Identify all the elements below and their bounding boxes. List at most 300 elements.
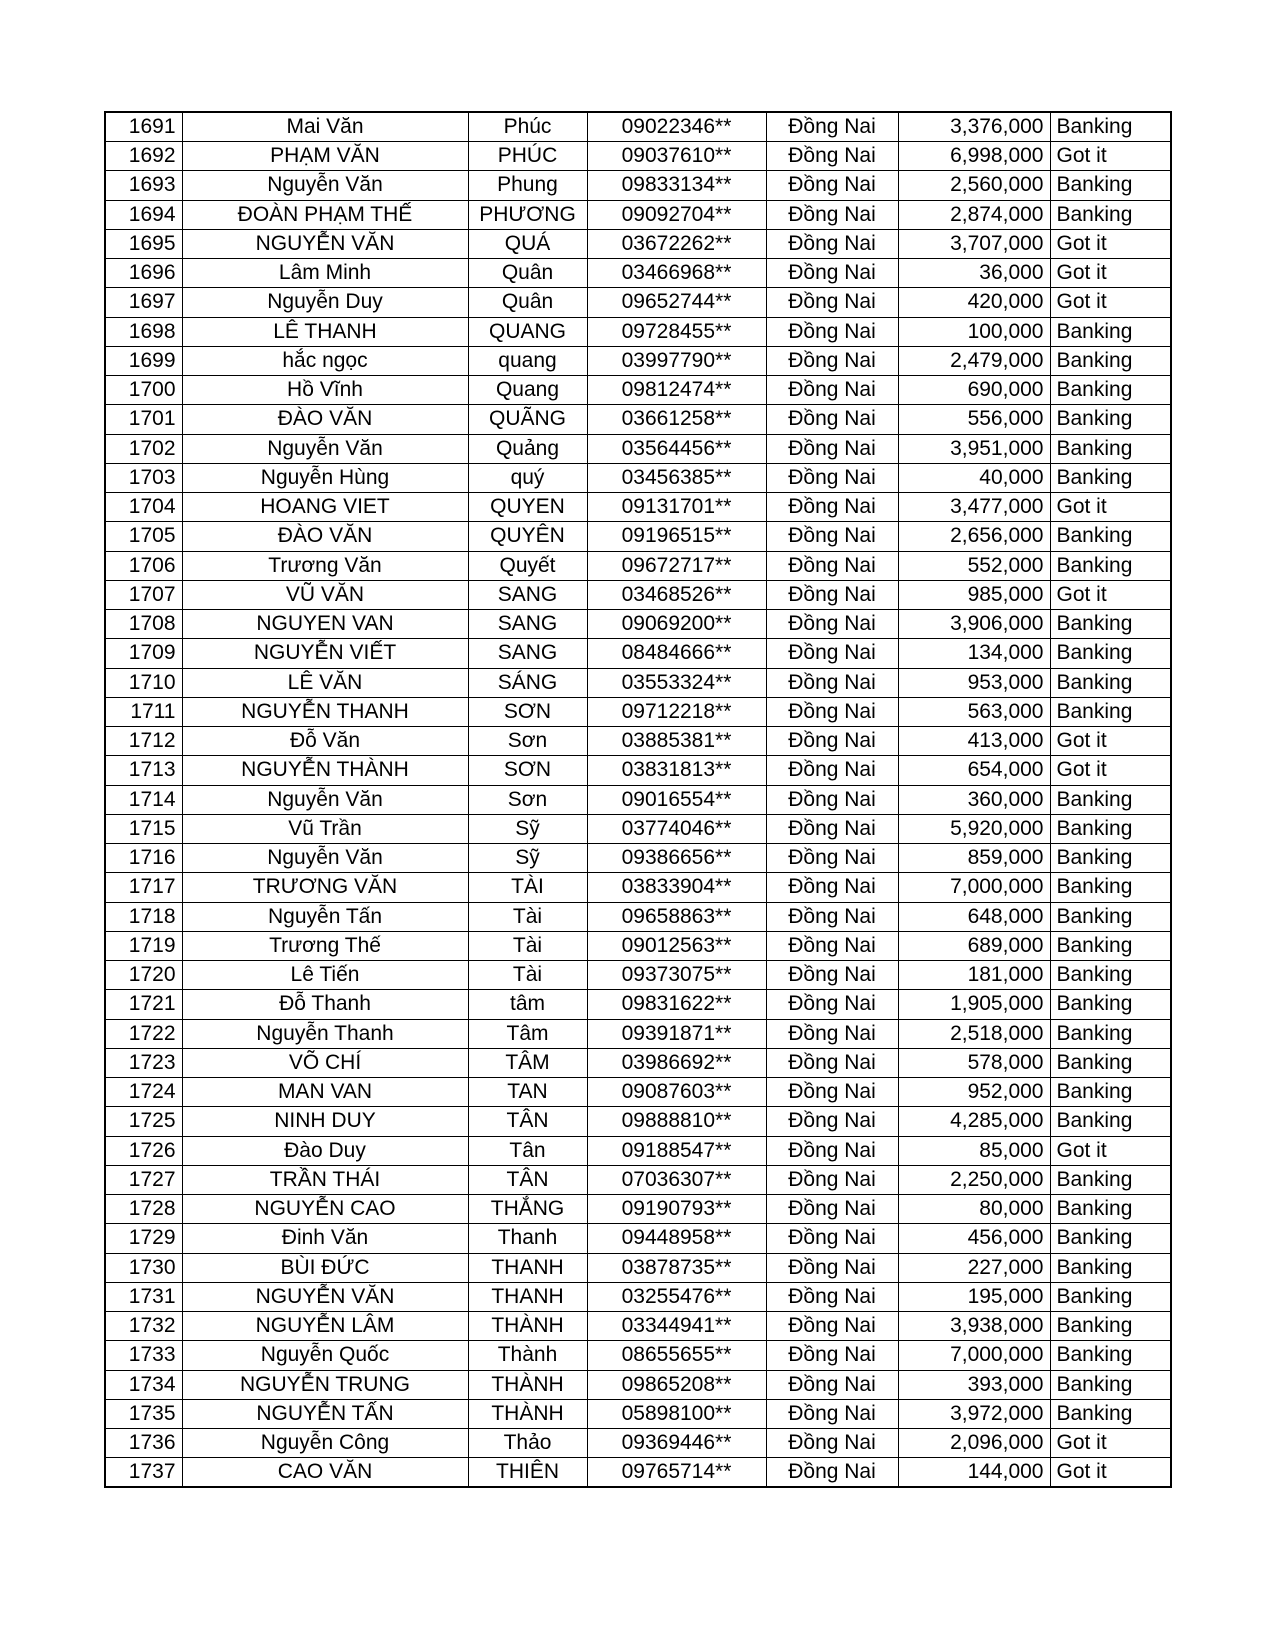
last-name-cell: Hồ Vĩnh (182, 376, 468, 405)
payment-method-cell: Banking (1050, 171, 1171, 200)
table-row (105, 873, 1171, 902)
row-number-cell: 1737 (105, 1458, 182, 1488)
phone-cell: 09196515** (587, 522, 766, 551)
payment-method-cell: Banking (1050, 346, 1171, 375)
first-name-cell: TÂN (468, 1165, 587, 1194)
row-number-cell: 1700 (105, 376, 182, 405)
row-number-cell: 1708 (105, 610, 182, 639)
table-row (105, 200, 1171, 229)
amount-cell: 3,906,000 (898, 610, 1050, 639)
amount-cell: 2,479,000 (898, 346, 1050, 375)
row-number-cell: 1703 (105, 463, 182, 492)
last-name-cell: Nguyễn Văn (182, 844, 468, 873)
payment-method-cell: Banking (1050, 844, 1171, 873)
first-name-cell: tâm (468, 990, 587, 1019)
payment-method-cell: Got it (1050, 229, 1171, 258)
amount-cell: 181,000 (898, 961, 1050, 990)
first-name-cell: Sỹ (468, 814, 587, 843)
last-name-cell: CAO VĂN (182, 1458, 468, 1488)
first-name-cell: Phúc (468, 112, 587, 142)
table-row (105, 1136, 1171, 1165)
payment-method-cell: Banking (1050, 931, 1171, 960)
payment-method-cell: Banking (1050, 1224, 1171, 1253)
phone-cell: 09092704** (587, 200, 766, 229)
province-cell: Đồng Nai (766, 142, 898, 171)
table-row (105, 1165, 1171, 1194)
phone-cell: 09373075** (587, 961, 766, 990)
phone-cell: 08484666** (587, 639, 766, 668)
province-cell: Đồng Nai (766, 493, 898, 522)
table-row (105, 551, 1171, 580)
table-row (105, 1282, 1171, 1311)
last-name-cell: Nguyễn Văn (182, 785, 468, 814)
last-name-cell: Trương Văn (182, 551, 468, 580)
amount-cell: 859,000 (898, 844, 1050, 873)
first-name-cell: QUYEN (468, 493, 587, 522)
phone-cell: 05898100** (587, 1399, 766, 1428)
table-row (105, 668, 1171, 697)
table-row (105, 1341, 1171, 1370)
amount-cell: 552,000 (898, 551, 1050, 580)
row-number-cell: 1712 (105, 727, 182, 756)
amount-cell: 85,000 (898, 1136, 1050, 1165)
phone-cell: 09131701** (587, 493, 766, 522)
payment-method-cell: Got it (1050, 756, 1171, 785)
payment-method-cell: Banking (1050, 961, 1171, 990)
payment-method-cell: Banking (1050, 200, 1171, 229)
row-number-cell: 1731 (105, 1282, 182, 1311)
row-number-cell: 1736 (105, 1429, 182, 1458)
province-cell: Đồng Nai (766, 1458, 898, 1488)
province-cell: Đồng Nai (766, 112, 898, 142)
first-name-cell: Quân (468, 259, 587, 288)
phone-cell: 09728455** (587, 317, 766, 346)
first-name-cell: Sỹ (468, 844, 587, 873)
phone-cell: 03831813** (587, 756, 766, 785)
phone-cell: 09369446** (587, 1429, 766, 1458)
first-name-cell: QUANG (468, 317, 587, 346)
phone-cell: 09658863** (587, 902, 766, 931)
payment-method-cell: Banking (1050, 814, 1171, 843)
row-number-cell: 1709 (105, 639, 182, 668)
last-name-cell: NGUYỄN THÀNH (182, 756, 468, 785)
table-row (105, 814, 1171, 843)
province-cell: Đồng Nai (766, 1399, 898, 1428)
last-name-cell: Nguyễn Thanh (182, 1019, 468, 1048)
last-name-cell: Nguyễn Quốc (182, 1341, 468, 1370)
amount-cell: 3,376,000 (898, 112, 1050, 142)
first-name-cell: TÂM (468, 1048, 587, 1077)
first-name-cell: QUÁ (468, 229, 587, 258)
payment-method-cell: Banking (1050, 1370, 1171, 1399)
amount-cell: 195,000 (898, 1282, 1050, 1311)
table-row (105, 844, 1171, 873)
first-name-cell: SANG (468, 580, 587, 609)
phone-cell: 09022346** (587, 112, 766, 142)
province-cell: Đồng Nai (766, 200, 898, 229)
amount-cell: 654,000 (898, 756, 1050, 785)
row-number-cell: 1721 (105, 990, 182, 1019)
row-number-cell: 1706 (105, 551, 182, 580)
last-name-cell: Vũ Trần (182, 814, 468, 843)
amount-cell: 3,477,000 (898, 493, 1050, 522)
payment-method-cell: Banking (1050, 1282, 1171, 1311)
province-cell: Đồng Nai (766, 463, 898, 492)
province-cell: Đồng Nai (766, 668, 898, 697)
first-name-cell: QUYÊN (468, 522, 587, 551)
first-name-cell: Sơn (468, 727, 587, 756)
table-row (105, 1370, 1171, 1399)
payment-method-cell: Banking (1050, 376, 1171, 405)
first-name-cell: THẮNG (468, 1195, 587, 1224)
first-name-cell: Tân (468, 1136, 587, 1165)
amount-cell: 952,000 (898, 1078, 1050, 1107)
province-cell: Đồng Nai (766, 1165, 898, 1194)
last-name-cell: NGUYỄN CAO (182, 1195, 468, 1224)
row-number-cell: 1696 (105, 259, 182, 288)
last-name-cell: LÊ THANH (182, 317, 468, 346)
data-table (104, 111, 1172, 1488)
row-number-cell: 1710 (105, 668, 182, 697)
phone-cell: 09069200** (587, 610, 766, 639)
amount-cell: 420,000 (898, 288, 1050, 317)
first-name-cell: QUÃNG (468, 405, 587, 434)
table-row (105, 697, 1171, 726)
first-name-cell: THÀNH (468, 1399, 587, 1428)
table-row (105, 317, 1171, 346)
phone-cell: 09712218** (587, 697, 766, 726)
last-name-cell: TRƯƠNG VĂN (182, 873, 468, 902)
province-cell: Đồng Nai (766, 639, 898, 668)
last-name-cell: HOANG VIET (182, 493, 468, 522)
payment-method-cell: Banking (1050, 1341, 1171, 1370)
row-number-cell: 1713 (105, 756, 182, 785)
first-name-cell: Tài (468, 961, 587, 990)
last-name-cell: Đỗ Văn (182, 727, 468, 756)
table-row (105, 610, 1171, 639)
table-row (105, 405, 1171, 434)
first-name-cell: Tài (468, 902, 587, 931)
amount-cell: 563,000 (898, 697, 1050, 726)
last-name-cell: Lâm Minh (182, 259, 468, 288)
last-name-cell: MAN VAN (182, 1078, 468, 1107)
row-number-cell: 1695 (105, 229, 182, 258)
table-row (105, 785, 1171, 814)
last-name-cell: Mai Văn (182, 112, 468, 142)
payment-method-cell: Banking (1050, 873, 1171, 902)
row-number-cell: 1725 (105, 1107, 182, 1136)
last-name-cell: Trương Thế (182, 931, 468, 960)
row-number-cell: 1718 (105, 902, 182, 931)
province-cell: Đồng Nai (766, 376, 898, 405)
payment-method-cell: Banking (1050, 610, 1171, 639)
row-number-cell: 1729 (105, 1224, 182, 1253)
province-cell: Đồng Nai (766, 1429, 898, 1458)
phone-cell: 03456385** (587, 463, 766, 492)
payment-method-cell: Got it (1050, 288, 1171, 317)
last-name-cell: Nguyễn Tấn (182, 902, 468, 931)
province-cell: Đồng Nai (766, 727, 898, 756)
first-name-cell: Thanh (468, 1224, 587, 1253)
row-number-cell: 1698 (105, 317, 182, 346)
province-cell: Đồng Nai (766, 1282, 898, 1311)
amount-cell: 3,951,000 (898, 434, 1050, 463)
province-cell: Đồng Nai (766, 990, 898, 1019)
table-row (105, 1195, 1171, 1224)
phone-cell: 09888810** (587, 1107, 766, 1136)
first-name-cell: SÁNG (468, 668, 587, 697)
province-cell: Đồng Nai (766, 902, 898, 931)
first-name-cell: THÀNH (468, 1312, 587, 1341)
last-name-cell: NINH DUY (182, 1107, 468, 1136)
payment-method-cell: Banking (1050, 317, 1171, 346)
first-name-cell: SƠN (468, 697, 587, 726)
first-name-cell: PHÚC (468, 142, 587, 171)
first-name-cell: SANG (468, 610, 587, 639)
province-cell: Đồng Nai (766, 434, 898, 463)
payment-method-cell: Banking (1050, 522, 1171, 551)
first-name-cell: quang (468, 346, 587, 375)
last-name-cell: Nguyễn Văn (182, 171, 468, 200)
table-row (105, 142, 1171, 171)
amount-cell: 2,560,000 (898, 171, 1050, 200)
first-name-cell: Quang (468, 376, 587, 405)
first-name-cell: Tài (468, 931, 587, 960)
row-number-cell: 1730 (105, 1253, 182, 1282)
payment-method-cell: Banking (1050, 405, 1171, 434)
table-row (105, 112, 1171, 142)
phone-cell: 03986692** (587, 1048, 766, 1077)
row-number-cell: 1717 (105, 873, 182, 902)
province-cell: Đồng Nai (766, 229, 898, 258)
first-name-cell: Thảo (468, 1429, 587, 1458)
last-name-cell: Lê Tiến (182, 961, 468, 990)
province-cell: Đồng Nai (766, 961, 898, 990)
last-name-cell: ĐÀO VĂN (182, 522, 468, 551)
table-row (105, 288, 1171, 317)
phone-cell: 09833134** (587, 171, 766, 200)
phone-cell: 09812474** (587, 376, 766, 405)
table-row (105, 463, 1171, 492)
first-name-cell: Tâm (468, 1019, 587, 1048)
phone-cell: 03774046** (587, 814, 766, 843)
phone-cell: 09087603** (587, 1078, 766, 1107)
phone-cell: 07036307** (587, 1165, 766, 1194)
first-name-cell: Quảng (468, 434, 587, 463)
phone-cell: 03997790** (587, 346, 766, 375)
payment-method-cell: Banking (1050, 463, 1171, 492)
table-row (105, 902, 1171, 931)
last-name-cell: hắc ngọc (182, 346, 468, 375)
payment-method-cell: Got it (1050, 1136, 1171, 1165)
phone-cell: 08655655** (587, 1341, 766, 1370)
table-row (105, 961, 1171, 990)
table-row (105, 727, 1171, 756)
phone-cell: 03885381** (587, 727, 766, 756)
amount-cell: 227,000 (898, 1253, 1050, 1282)
phone-cell: 03468526** (587, 580, 766, 609)
phone-cell: 09391871** (587, 1019, 766, 1048)
table-row (105, 171, 1171, 200)
last-name-cell: BÙI ĐỨC (182, 1253, 468, 1282)
table-row (105, 639, 1171, 668)
table-row (105, 259, 1171, 288)
province-cell: Đồng Nai (766, 1019, 898, 1048)
payment-method-cell: Banking (1050, 990, 1171, 1019)
province-cell: Đồng Nai (766, 1048, 898, 1077)
table-row (105, 522, 1171, 551)
amount-cell: 80,000 (898, 1195, 1050, 1224)
row-number-cell: 1699 (105, 346, 182, 375)
first-name-cell: TÀI (468, 873, 587, 902)
row-number-cell: 1728 (105, 1195, 182, 1224)
table-row (105, 990, 1171, 1019)
payment-method-cell: Banking (1050, 1399, 1171, 1428)
table-row (105, 756, 1171, 785)
last-name-cell: Đỗ Thanh (182, 990, 468, 1019)
phone-cell: 03833904** (587, 873, 766, 902)
amount-cell: 456,000 (898, 1224, 1050, 1253)
payment-method-cell: Got it (1050, 727, 1171, 756)
amount-cell: 556,000 (898, 405, 1050, 434)
last-name-cell: NGUYỄN VĂN (182, 1282, 468, 1311)
last-name-cell: ĐOÀN PHẠM THẾ (182, 200, 468, 229)
province-cell: Đồng Nai (766, 1107, 898, 1136)
phone-cell: 03466968** (587, 259, 766, 288)
table-row (105, 493, 1171, 522)
province-cell: Đồng Nai (766, 1136, 898, 1165)
province-cell: Đồng Nai (766, 259, 898, 288)
amount-cell: 134,000 (898, 639, 1050, 668)
payment-method-cell: Banking (1050, 785, 1171, 814)
phone-cell: 03344941** (587, 1312, 766, 1341)
payment-method-cell: Banking (1050, 1107, 1171, 1136)
last-name-cell: Nguyễn Công (182, 1429, 468, 1458)
province-cell: Đồng Nai (766, 1253, 898, 1282)
row-number-cell: 1716 (105, 844, 182, 873)
province-cell: Đồng Nai (766, 785, 898, 814)
row-number-cell: 1691 (105, 112, 182, 142)
first-name-cell: Quyết (468, 551, 587, 580)
first-name-cell: Sơn (468, 785, 587, 814)
payment-method-cell: Banking (1050, 551, 1171, 580)
province-cell: Đồng Nai (766, 171, 898, 200)
table-row (105, 1253, 1171, 1282)
row-number-cell: 1702 (105, 434, 182, 463)
phone-cell: 09016554** (587, 785, 766, 814)
phone-cell: 03878735** (587, 1253, 766, 1282)
row-number-cell: 1693 (105, 171, 182, 200)
phone-cell: 09865208** (587, 1370, 766, 1399)
province-cell: Đồng Nai (766, 844, 898, 873)
payment-method-cell: Banking (1050, 1078, 1171, 1107)
province-cell: Đồng Nai (766, 1341, 898, 1370)
last-name-cell: Đào Duy (182, 1136, 468, 1165)
amount-cell: 578,000 (898, 1048, 1050, 1077)
last-name-cell: NGUYỄN THANH (182, 697, 468, 726)
last-name-cell: Nguyễn Duy (182, 288, 468, 317)
amount-cell: 36,000 (898, 259, 1050, 288)
row-number-cell: 1694 (105, 200, 182, 229)
amount-cell: 3,707,000 (898, 229, 1050, 258)
payment-method-cell: Banking (1050, 1048, 1171, 1077)
first-name-cell: Phung (468, 171, 587, 200)
payment-method-cell: Banking (1050, 1312, 1171, 1341)
phone-cell: 09386656** (587, 844, 766, 873)
amount-cell: 2,096,000 (898, 1429, 1050, 1458)
province-cell: Đồng Nai (766, 288, 898, 317)
table-row (105, 1107, 1171, 1136)
amount-cell: 360,000 (898, 785, 1050, 814)
amount-cell: 985,000 (898, 580, 1050, 609)
province-cell: Đồng Nai (766, 931, 898, 960)
province-cell: Đồng Nai (766, 1370, 898, 1399)
table-row (105, 1458, 1171, 1488)
province-cell: Đồng Nai (766, 1224, 898, 1253)
payment-method-cell: Banking (1050, 434, 1171, 463)
amount-cell: 5,920,000 (898, 814, 1050, 843)
amount-cell: 2,874,000 (898, 200, 1050, 229)
last-name-cell: NGUYEN VAN (182, 610, 468, 639)
row-number-cell: 1732 (105, 1312, 182, 1341)
phone-cell: 03661258** (587, 405, 766, 434)
amount-cell: 100,000 (898, 317, 1050, 346)
first-name-cell: quý (468, 463, 587, 492)
first-name-cell: Thành (468, 1341, 587, 1370)
phone-cell: 09037610** (587, 142, 766, 171)
payment-method-cell: Got it (1050, 142, 1171, 171)
last-name-cell: NGUYỄN VĂN (182, 229, 468, 258)
table-row (105, 346, 1171, 375)
table-row (105, 1224, 1171, 1253)
first-name-cell: SƠN (468, 756, 587, 785)
last-name-cell: Đinh Văn (182, 1224, 468, 1253)
amount-cell: 3,938,000 (898, 1312, 1050, 1341)
row-number-cell: 1723 (105, 1048, 182, 1077)
table-row (105, 1429, 1171, 1458)
row-number-cell: 1705 (105, 522, 182, 551)
payment-method-cell: Got it (1050, 1458, 1171, 1488)
payment-method-cell: Banking (1050, 668, 1171, 697)
province-cell: Đồng Nai (766, 551, 898, 580)
province-cell: Đồng Nai (766, 814, 898, 843)
province-cell: Đồng Nai (766, 580, 898, 609)
last-name-cell: NGUYỄN LÂM (182, 1312, 468, 1341)
last-name-cell: NGUYỄN TRUNG (182, 1370, 468, 1399)
table-row (105, 1078, 1171, 1107)
payment-method-cell: Banking (1050, 1253, 1171, 1282)
province-cell: Đồng Nai (766, 1078, 898, 1107)
last-name-cell: NGUYỄN TẤN (182, 1399, 468, 1428)
phone-cell: 09012563** (587, 931, 766, 960)
table-row (105, 931, 1171, 960)
last-name-cell: PHẠM VĂN (182, 142, 468, 171)
row-number-cell: 1719 (105, 931, 182, 960)
province-cell: Đồng Nai (766, 405, 898, 434)
table-row (105, 434, 1171, 463)
province-cell: Đồng Nai (766, 756, 898, 785)
last-name-cell: VŨ VĂN (182, 580, 468, 609)
last-name-cell: NGUYỄN VIẾT (182, 639, 468, 668)
row-number-cell: 1727 (105, 1165, 182, 1194)
table-row (105, 376, 1171, 405)
payment-method-cell: Got it (1050, 1429, 1171, 1458)
payment-method-cell: Banking (1050, 1195, 1171, 1224)
province-cell: Đồng Nai (766, 1312, 898, 1341)
amount-cell: 7,000,000 (898, 873, 1050, 902)
amount-cell: 6,998,000 (898, 142, 1050, 171)
payment-method-cell: Banking (1050, 697, 1171, 726)
